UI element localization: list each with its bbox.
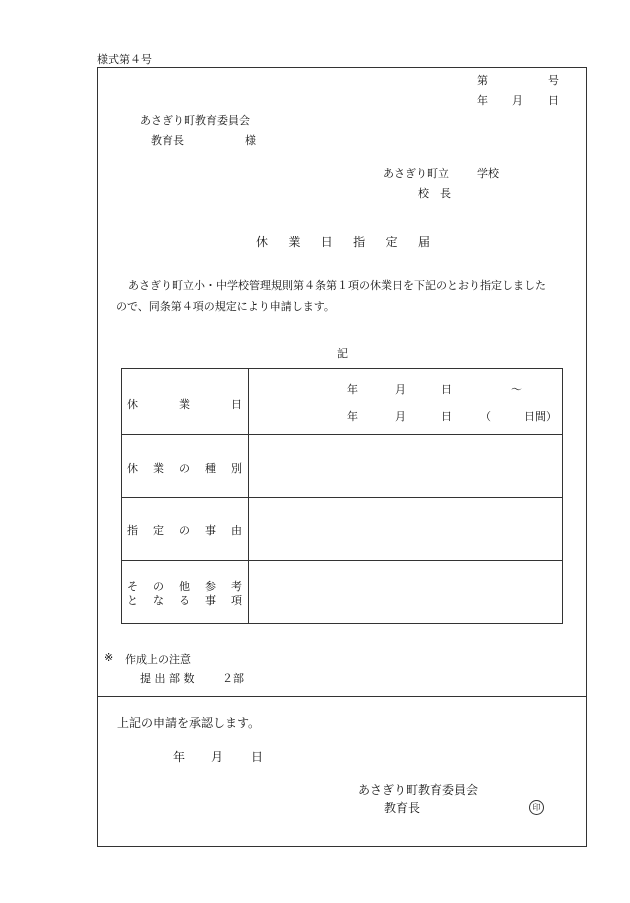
label-char: 種 — [205, 462, 216, 475]
label-char: 業 — [153, 462, 164, 475]
date-year: 年 — [477, 94, 488, 107]
title-char: 届 — [417, 235, 430, 249]
label-char: 休 — [127, 398, 138, 411]
approval-divider — [97, 696, 587, 697]
table-row-divider — [121, 434, 563, 435]
sender-principal: 校 長 — [418, 187, 451, 200]
approval-org: あさぎり町教育委員会 — [358, 783, 479, 797]
notes-mark: ※ — [104, 651, 114, 664]
period-days-open: （ — [480, 410, 491, 423]
label-char: の — [179, 524, 190, 537]
notes-item-value: ２部 — [222, 672, 244, 685]
label-char: 業 — [179, 398, 190, 411]
title-char: 休 — [256, 235, 269, 249]
addressee-org: あさぎり町教育委員会 — [140, 114, 250, 127]
label-char: と — [127, 594, 138, 607]
period-start-day: 日 — [441, 383, 452, 396]
period-tilde: ～ — [511, 383, 522, 396]
notes-item-label: 提 出 部 数 — [140, 672, 195, 685]
period-end-day: 日 — [441, 410, 452, 423]
label-char: 休 — [127, 462, 138, 475]
title-char: 指 — [353, 235, 366, 249]
approval-month: 月 — [211, 750, 224, 764]
sender-school: あさぎり町立 — [383, 167, 449, 180]
number-prefix: 第 — [477, 74, 488, 87]
label-char: そ — [127, 580, 138, 593]
ki-label: 記 — [337, 347, 348, 360]
label-char: 日 — [231, 398, 242, 411]
label-char: 項 — [231, 594, 242, 607]
row-label-kyugyo-shubetsu — [127, 460, 242, 476]
period-start-month: 月 — [395, 383, 406, 396]
label-char: 考 — [231, 580, 242, 593]
number-suffix: 号 — [548, 74, 559, 87]
title-char: 日 — [320, 235, 333, 249]
document-title — [256, 233, 430, 250]
label-char: 定 — [153, 524, 164, 537]
seal-mark: 印 — [529, 800, 544, 815]
approval-title: 教育長 — [384, 801, 421, 815]
body-text-line2: ので、同条第４項の規定により申請します。 — [116, 300, 335, 313]
title-char: 定 — [385, 235, 398, 249]
title-char: 業 — [288, 235, 301, 249]
body-text-line1: あさぎり町立小・中学校管理規則第４条第１項の休業日を下記のとおり指定しました — [128, 279, 546, 292]
approval-year: 年 — [173, 750, 186, 764]
label-char: の — [153, 580, 164, 593]
row-label-kyugyobi — [127, 396, 242, 412]
label-char: 参 — [205, 580, 216, 593]
label-char: る — [179, 594, 190, 607]
addressee-honorific: 様 — [245, 134, 256, 147]
label-char: 由 — [231, 524, 242, 537]
table-row-divider — [121, 560, 563, 561]
row-label-sankou-line2 — [127, 592, 242, 608]
date-month: 月 — [512, 94, 523, 107]
label-char: 指 — [127, 524, 138, 537]
label-char: 事 — [205, 524, 216, 537]
row-label-shitei-jiyu — [127, 522, 242, 538]
period-end-month: 月 — [395, 410, 406, 423]
approval-day: 日 — [251, 750, 264, 764]
notes-title: 作成上の注意 — [125, 653, 191, 666]
label-char: の — [179, 462, 190, 475]
date-day: 日 — [548, 94, 559, 107]
period-start-year: 年 — [347, 383, 358, 396]
form-number: 様式第４号 — [97, 53, 152, 66]
period-days: 日間） — [524, 410, 557, 423]
table-row-divider — [121, 497, 563, 498]
label-char: 別 — [231, 462, 242, 475]
sender-school-suffix: 学校 — [477, 167, 499, 180]
approval-text: 上記の申請を承認します。 — [117, 716, 261, 730]
label-char: な — [153, 594, 164, 607]
addressee-title: 教育長 — [151, 134, 184, 147]
label-char: 事 — [205, 594, 216, 607]
label-char: 他 — [179, 580, 190, 593]
table-column-divider — [248, 368, 249, 624]
period-end-year: 年 — [347, 410, 358, 423]
